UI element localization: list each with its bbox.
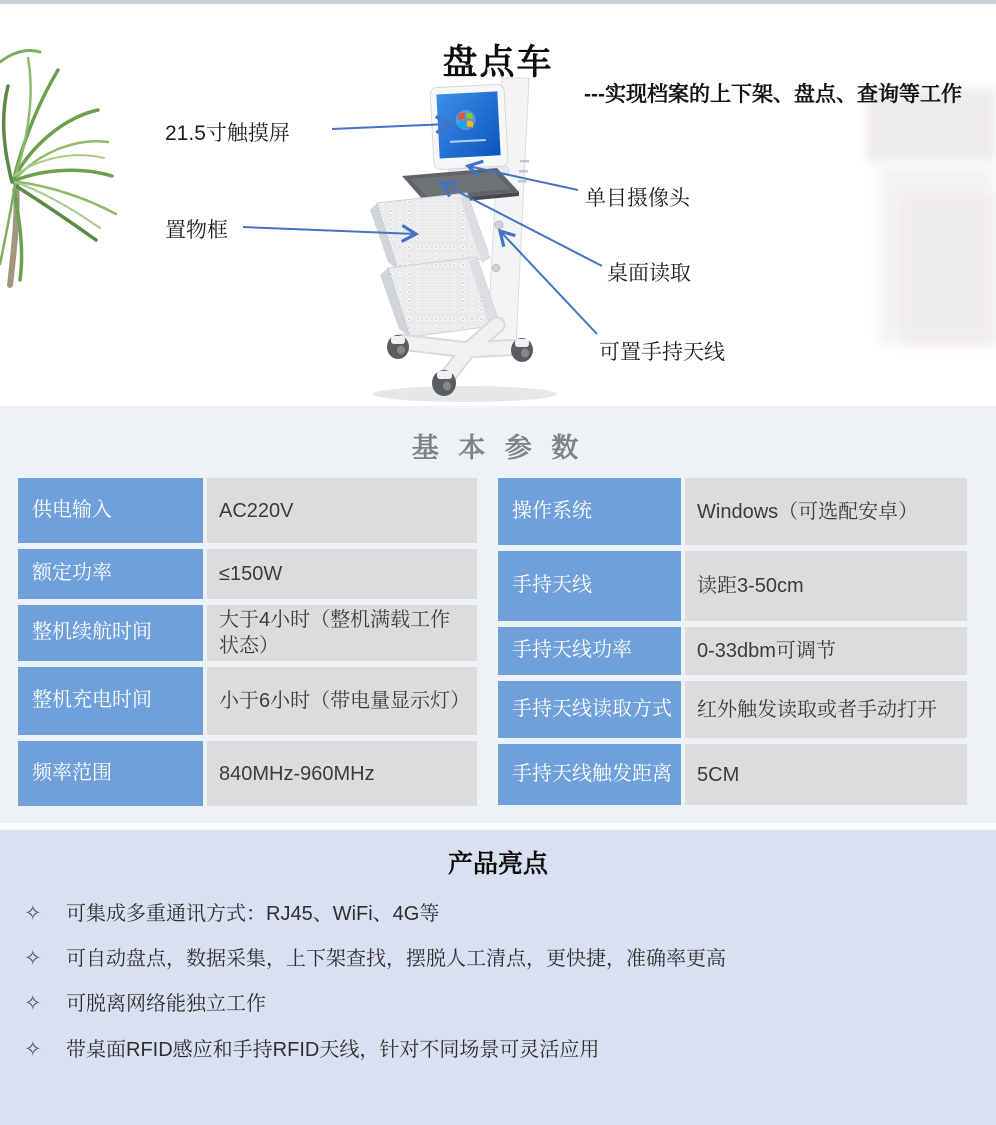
monitor [430,84,509,179]
table-row [498,478,967,545]
spec-label: 整机充电时间 [18,667,203,735]
list-item [0,1038,996,1063]
callout-storage-basket: 置物框 [165,219,228,242]
basket-bottom [380,257,500,337]
spec-tables [18,478,967,812]
highlights-heading: 产品亮点 [447,850,548,878]
spec-value: 小于6小时（带电量显示灯） [207,667,477,735]
specs-table-right [498,478,967,812]
spec-label: 整机续航时间 [18,605,203,661]
specs-table-left [18,478,477,812]
hero-section [0,0,996,405]
antenna-holder-knob [495,221,503,229]
callout-desktop-reader: 桌面读取 [607,262,691,285]
spec-value: 5CM [685,744,967,805]
highlight-text: 可自动盘点，数据采集，上下架查找，摆脱人工清点，更快捷，准确率更高 [66,948,726,971]
table-row [18,549,477,599]
spec-label: 供电输入 [18,478,203,543]
spec-value: AC220V [207,478,477,543]
table-row [18,667,477,735]
page-subtitle: ---实现档案的上下架、盘点、查询等工作 [584,83,962,106]
backdrop-image [866,88,996,345]
highlight-text: 可脱离网络能独立工作 [66,993,266,1016]
table-row [498,627,967,675]
plant-image [0,51,116,285]
spec-value: 红外触发读取或者手动打开 [685,681,967,738]
spec-label: 手持天线读取方式 [498,681,681,738]
table-row [18,605,477,661]
spec-label: 额定功率 [18,549,203,599]
spec-value: Windows（可选配安卓） [685,478,967,545]
callout-touchscreen: 21.5寸触摸屏 [165,122,290,145]
highlights-list [0,880,996,1063]
star-bullet-icon: ✧ [24,902,42,925]
table-row [18,741,477,806]
list-item [0,947,996,972]
callout-mono-camera: 单目摄像头 [585,187,690,210]
spec-value: 840MHz-960MHz [207,741,477,806]
spec-label: 手持天线功率 [498,627,681,675]
callout-handheld-antenna: 可置手持天线 [599,341,725,364]
list-item [0,902,996,927]
highlight-text: 带桌面RFID感应和手持RFID天线，针对不同场景可灵活应用 [66,1038,600,1061]
highlight-text: 可集成多重通讯方式：RJ45、WiFi、4G等 [66,903,440,925]
spec-value: 0-33dbm可调节 [685,627,967,675]
spec-value: ≤150W [207,549,477,599]
highlights-section [0,830,996,1125]
table-row [18,478,477,543]
spec-label: 手持天线 [498,551,681,621]
list-item [0,992,996,1017]
table-row [498,744,967,805]
specs-heading: 基 本 参 数 [411,433,585,463]
spec-value: 大于4小时（整机满载工作状态） [207,605,477,661]
spec-label: 操作系统 [498,478,681,545]
page-title: 盘点车 [442,43,554,83]
table-row [498,681,967,738]
spec-label: 频率范围 [18,741,203,806]
table-row [498,551,967,621]
spec-value: 读距3-50cm [685,551,967,621]
star-bullet-icon: ✧ [24,947,42,971]
star-bullet-icon: ✧ [24,1037,42,1061]
specs-section [0,406,996,823]
star-bullet-icon: ✧ [24,992,42,1016]
spec-label: 手持天线触发距离 [498,744,681,805]
